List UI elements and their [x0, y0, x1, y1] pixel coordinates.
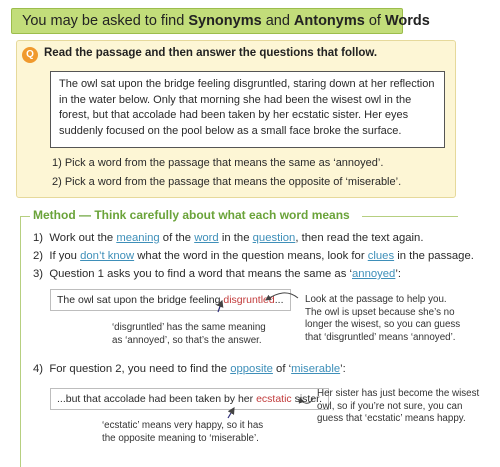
passage-line: in the water below. Only that morning she had been the wisest owl in the [59, 93, 412, 106]
method-title: Method — Think carefully about what each word means [33, 208, 350, 222]
note-line: Her sister has just become the wisest [317, 388, 480, 399]
link-clues[interactable]: clues [367, 250, 395, 262]
arrow-icon [300, 398, 313, 403]
link-question[interactable]: question [252, 232, 296, 244]
note-line: longer the wisest, so you can guess [305, 319, 461, 330]
title-of: of [364, 13, 385, 29]
arrow-icon [218, 301, 222, 312]
note-line: guess that ‘ecstatic’ means happy. [317, 413, 466, 424]
step-number: 3) [33, 268, 44, 280]
highlight-word: disgruntled [223, 294, 275, 306]
step-text: ’: [340, 363, 346, 375]
example-text: ...but that accolade had been taken by her [57, 393, 257, 405]
question-1: 1) Pick a word from the passage that means the same as ‘annoyed’. [52, 157, 384, 169]
step-text: Work out the [49, 232, 117, 244]
note-line: as ‘annoyed’, so that’s the answer. [112, 334, 262, 346]
title-words: Words [384, 13, 430, 29]
highlight-word: ecstatic [256, 393, 292, 405]
link-annoyed[interactable]: annoyed [352, 268, 396, 280]
passage-line: forest, but that accolade had been taken by her ecstatic sister. Her eyes [59, 109, 409, 121]
arrow-icon [228, 408, 234, 418]
note-line: that ‘disgruntled’ means ‘annoyed’. [305, 331, 456, 343]
note-line: ‘ecstatic’ means very happy, so it has [102, 420, 264, 431]
title-prefix: You may be asked to find [22, 13, 189, 29]
step-text: of ‘ [272, 363, 292, 375]
link-miserable[interactable]: miserable [291, 363, 341, 375]
title-antonyms: Antonyms [293, 13, 365, 29]
step-number: 1) [33, 232, 44, 244]
question-instruction: Read the passage and then answer the questions that follow. [44, 47, 378, 59]
step-text: in the [218, 232, 253, 244]
link-opposite[interactable]: opposite [230, 363, 273, 375]
note-line: the opposite meaning to ‘miserable’. [102, 432, 259, 444]
passage-line: suddenly focused on the pool below as a small face broke the surface. [59, 124, 402, 137]
arrow-icon [266, 293, 298, 300]
step-number: 4) [33, 363, 44, 375]
step-text: Question 1 asks you to find a word that means the same as ‘ [49, 268, 352, 280]
link-meaning[interactable]: meaning [116, 232, 160, 244]
link-dont-know[interactable]: don’t know [80, 250, 135, 262]
question-2: 2) Pick a word from the passage that means the opposite of ‘miserable’. [52, 176, 402, 188]
step-text: in the passage. [394, 250, 474, 262]
step-number: 2) [33, 250, 44, 262]
link-word[interactable]: word [194, 232, 219, 244]
note-line: owl, so if you’re not sure, you can [317, 400, 463, 412]
example-text: sister. [291, 393, 323, 405]
passage-line: The owl sat upon the bridge feeling disgruntled, staring down at her reflection [59, 78, 435, 90]
note-line: Look at the passage to help you. [305, 294, 447, 305]
example-text: ... [274, 294, 284, 306]
note-line: The owl is upset because she’s no [305, 306, 455, 318]
question-badge: Q [22, 47, 38, 63]
step-text: ’: [395, 268, 402, 280]
step-text: , then read the text again. [295, 232, 424, 244]
note-line: ‘disgruntled’ has the same meaning [112, 322, 266, 333]
step-text: If you [49, 250, 81, 262]
title-synonyms: Synonyms [188, 13, 262, 29]
step-text: what the word in the question means, look for [134, 250, 368, 262]
step-text: For question 2, you need to find the [49, 363, 231, 375]
step-text: of the [159, 232, 195, 244]
example-text: The owl sat upon the bridge feeling [57, 294, 224, 306]
title-and: and [261, 13, 294, 29]
